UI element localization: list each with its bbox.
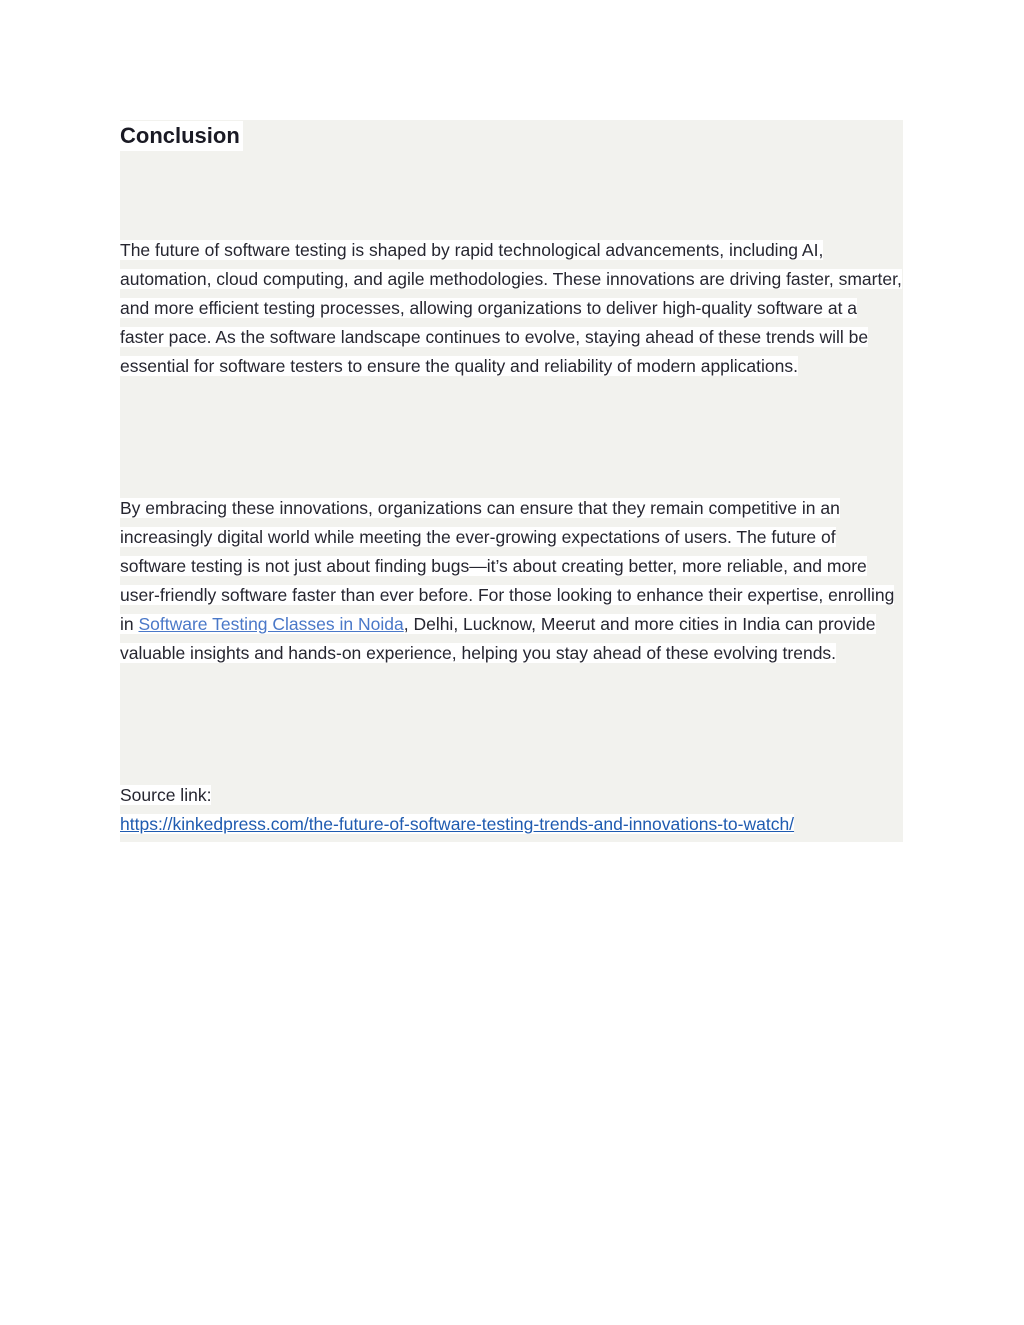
paragraph-1-text: The future of software testing is shaped by rapid technological advancements, including AI, automation, cloud computing, and agile methodologies. These innovations are driving faster, smarter, and more efficient testing processes, allowing organizations to deliver high-quality software at a faster pace. As the software landscape continues to evolve, staying ahead of these trends will be essential for software testers to ensure the quality and reliability of modern applications. xyxy=(120,240,902,376)
paragraph-2-text-before-link: By embracing these innovations, organizations can ensure that they remain competitive in an increasingly digital world while meeting the ever-growing expectations of users. The future of software testing is not just about finding bugs—it’s about creating better, more reliable, and more user-friendly software faster than ever before. For those looking to enhance their expertise, enrolling in xyxy=(120,498,895,634)
conclusion-paragraph-2 xyxy=(120,494,905,668)
conclusion-paragraph-1 xyxy=(120,236,905,381)
source-label: Source link: xyxy=(120,785,212,805)
paragraph-2-text-after-link: , Delhi, Lucknow, Meerut and more cities in India can provide valuable insights and hands-on experience, helping you stay ahead of these evolving trends. xyxy=(120,614,876,663)
section-heading: Conclusion xyxy=(120,121,243,151)
source-section xyxy=(120,781,905,839)
software-testing-classes-link[interactable]: Software Testing Classes in Noida xyxy=(138,614,404,634)
source-url-link[interactable]: https://kinkedpress.com/the-future-of-software-testing-trends-and-innovations-to-watch/ xyxy=(120,814,795,834)
content-block xyxy=(120,120,903,842)
